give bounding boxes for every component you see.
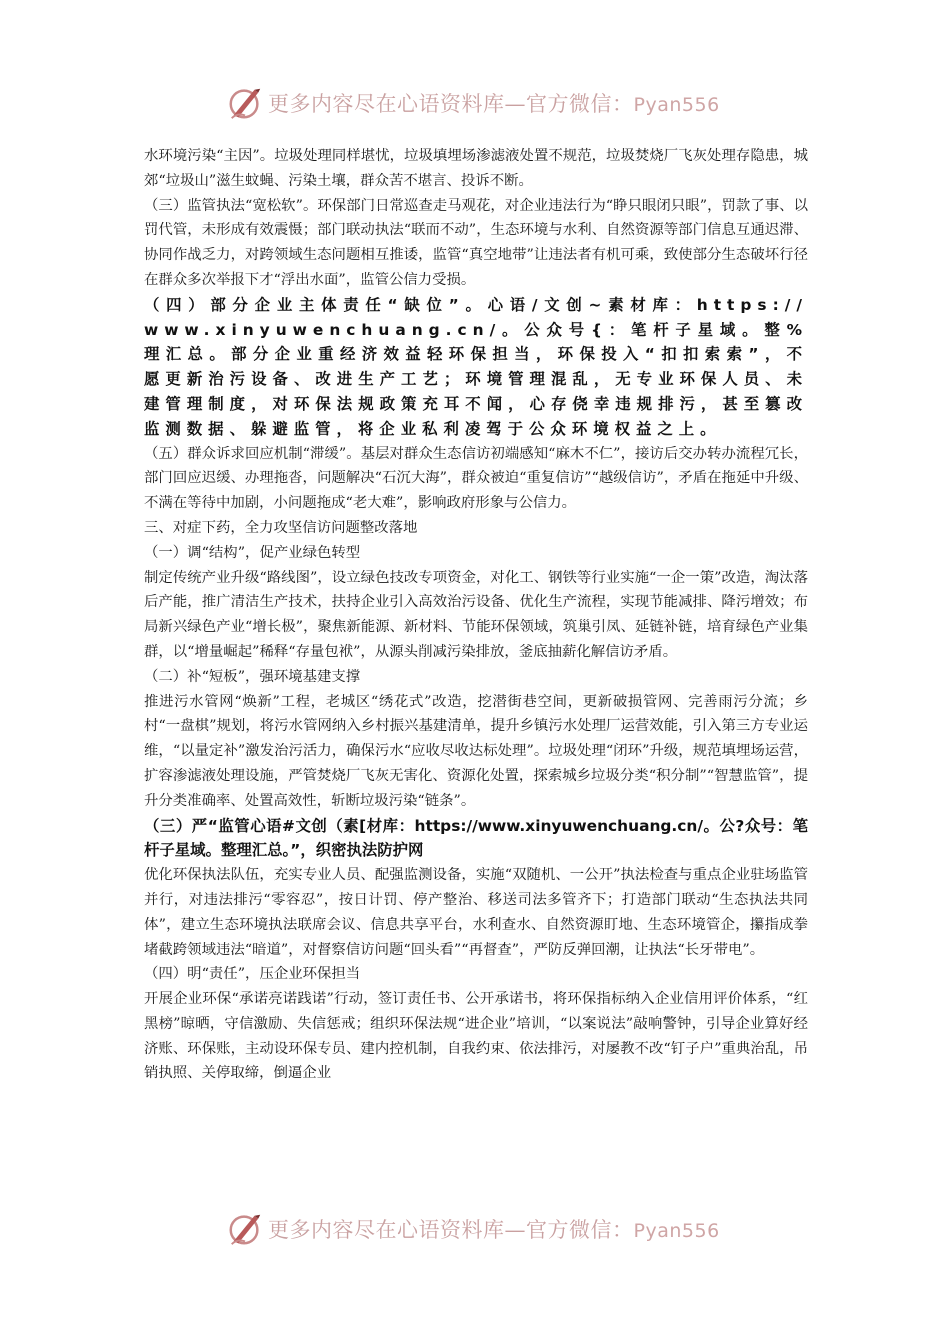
- paragraph: 优化环保执法队伍，充实专业人员、配强监测设备，实施“双随机、一公开”执法检查与重点企业驻场监管并行，对违法排污“零容忍”，按日计罚、停产整治、移送司法多管齐下；打造部门联动“生态执法共同体”，建立生态环境执法联席会议、信息共享平台，水利查水、自然资源盯地、生态环境管企，攥指成拳堵截跨领域违法“暗道”，对督察信访问题“回头看”“再督查”，严防反弹回潮，让执法“长牙带电”。: [144, 867, 808, 958]
- document-body: [144, 144, 808, 1086]
- paragraph-bold: （三）严“监管心语#文创（素[材库：https://www.xinyuwenchuang.cn/。公?众号：笔杆子星域。整理汇总。”，织密执法防护网: [144, 816, 808, 860]
- paragraph: （五）群众诉求回应机制“滞缓”。基层对群众生态信访初端感知“麻木不仁”，接访后交办转办流程冗长，部门回应迟缓、办理拖沓，问题解决“石沉大海”，群众被迫“重复信访”“越级信访”，矛盾在拖延中升级、不满在等待中加剧，小问题拖成“老大难”，影响政府形象与公信力。: [144, 445, 808, 512]
- paragraph: 开展企业环保“承诺亮诺践诺”行动，签订责任书、公开承诺书，将环保指标纳入企业信用评价体系，“红黑榜”晾晒，守信激励、失信惩戒；组织环保法规“进企业”培训，“以案说法”敲响警钟，引导企业算好经济账、环保账，主动设环保专员、建内控机制，自我约束、依法排污，对屡教不改“钉子户”重典治乱，吊销执照、关停取缔，倒逼企业: [144, 991, 808, 1082]
- pen-circle-logo-icon: [226, 1210, 264, 1248]
- watermark-text: 更多内容尽在心语资料库—官方微信：Pyan556: [268, 92, 720, 116]
- paragraph-bold: （四）部分企业主体责任“缺位”。心语/文创~素材库：https://www.xinyuwenchuang.cn/。公众号{：笔杆子星域。整%理汇总。部分企业重经济效益轻环保担当，环保投入“扣扣索索”，不愿更新治污设备、改进生产工艺；环境管理混乱，无专业环保人员、未建管理制度，对环保法规政策充耳不闻，心存侥幸违规排污，甚至篡改监测数据、躲避监管，将企业私利凌驾于公众环境权益之上。: [144, 295, 808, 438]
- section-heading: 三、对症下药，全力攻坚信访问题整改落地: [144, 519, 418, 536]
- subsection-heading: （一）调“结构”，促产业绿色转型: [144, 544, 361, 561]
- watermark-text: 更多内容尽在心语资料库—官方微信：Pyan556: [268, 1218, 720, 1242]
- pen-circle-logo-icon: [226, 84, 264, 122]
- header-watermark-banner: [226, 84, 746, 122]
- paragraph: 推进污水管网“焕新”工程，老城区“绣花式”改造，挖潜街巷空间，更新破损管网、完善雨污分流；乡村“一盘棋”规划，将污水管网纳入乡村振兴基建清单，提升乡镇污水处理厂运营效能，引入第三方专业运维，“以量定补”激发治污活力，确保污水“应收尽收达标处理”。垃圾处理“闭环”升级，规范填埋场运营，扩容渗滤液处理设施，严管焚烧厂飞灰无害化、资源化处置，探索城乡垃圾分类“积分制”“智慧监管”，提升分类准确率、处置高效性，斩断垃圾污染“链条”。: [144, 693, 808, 809]
- subsection-heading: （二）补“短板”，强环境基建支撑: [144, 668, 361, 685]
- footer-watermark-banner: [226, 1210, 746, 1248]
- paragraph: 制定传统产业升级“路线图”，设立绿色技改专项资金，对化工、钢铁等行业实施“一企一策”改造，淘汰落后产能，推广清洁生产技术，扶持企业引入高效治污设备、优化生产流程，实现节能减排、降污增效；布局新兴绿色产业“增长极”，聚焦新能源、新材料、节能环保领域，筑巢引凤、延链补链，培育绿色产业集群，以“增量崛起”稀释“存量包袱”，从源头削减污染排放，釜底抽薪化解信访矛盾。: [144, 569, 808, 660]
- paragraph: 水环境污染“主因”。垃圾处理同样堪忧，垃圾填埋场渗滤液处置不规范，垃圾焚烧厂飞灰处理存隐患，城郊“垃圾山”滋生蚊蝇、污染土壤，群众苦不堪言、投诉不断。: [144, 148, 808, 189]
- paragraph: （三）监管执法“宽松软”。环保部门日常巡查走马观花，对企业违法行为“睁只眼闭只眼”，罚款了事、以罚代管，未形成有效震慑；部门联动执法“联而不动”，生态环境与水利、自然资源等部门信息互通迟滞、协同作战乏力，对跨领域生态问题相互推诿，监管“真空地带”让违法者有机可乘，致使部分生态破坏行径在群众多次举报下才“浮出水面”，监管公信力受损。: [144, 197, 808, 288]
- subsection-heading: （四）明“责任”，压企业环保担当: [144, 966, 361, 983]
